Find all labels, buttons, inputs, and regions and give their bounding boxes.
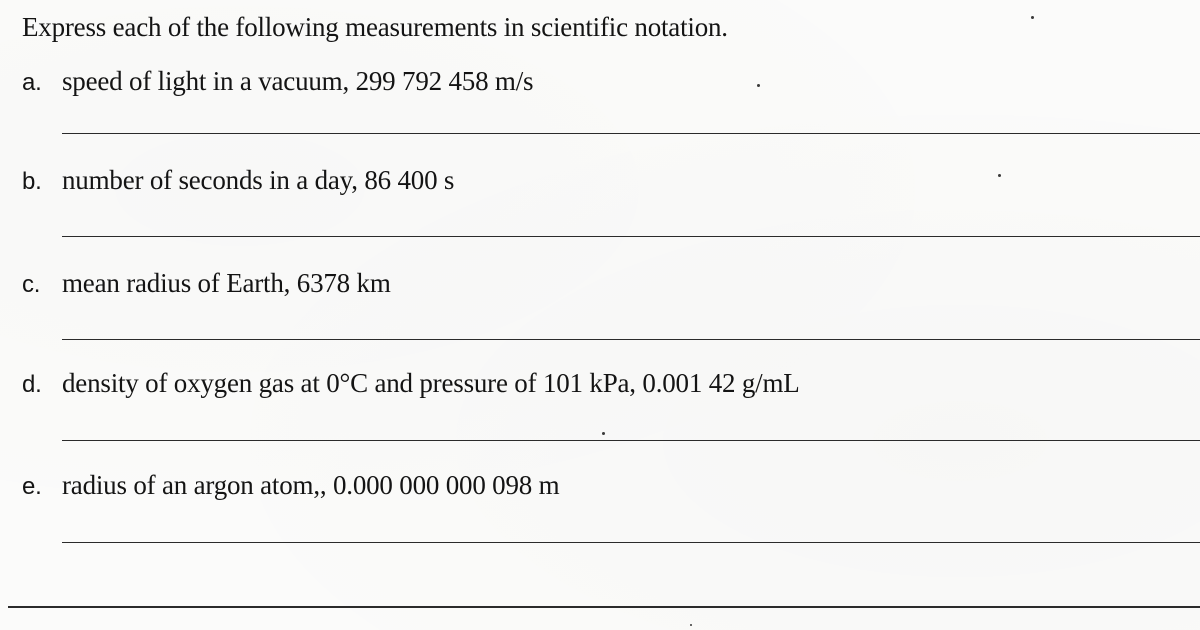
- question-text: radius of an argon atom,, 0.000 000 000 098 m: [62, 470, 560, 500]
- question-text: number of seconds in a day, 86 400 s: [62, 165, 455, 195]
- question-marker: c.: [22, 271, 41, 298]
- question-marker: d.: [22, 371, 42, 398]
- scan-speck: [602, 432, 605, 435]
- question-e: [22, 470, 559, 501]
- question-text: mean radius of Earth, 6378 km: [62, 268, 391, 298]
- scan-speck: [690, 624, 692, 626]
- answer-line-c[interactable]: [62, 339, 1200, 340]
- scan-speck: [757, 84, 760, 87]
- answer-line-d[interactable]: [62, 440, 1200, 441]
- instruction-text: Express each of the following measurements in scientific notation.: [22, 12, 728, 42]
- question-marker: a.: [22, 69, 42, 96]
- question-text: speed of light in a vacuum, 299 792 458 m/s: [62, 66, 534, 96]
- question-d: [22, 368, 800, 399]
- question-marker: e.: [22, 473, 42, 500]
- scan-speck: [1031, 16, 1034, 19]
- answer-line-e[interactable]: [62, 542, 1200, 543]
- question-a: [22, 66, 533, 97]
- question-b: [22, 165, 454, 196]
- answer-line-a[interactable]: [62, 133, 1200, 134]
- question-marker: b.: [22, 168, 42, 195]
- page-bottom-rule: [8, 606, 1200, 608]
- answer-line-b[interactable]: [62, 236, 1200, 237]
- question-c: [22, 268, 391, 299]
- scan-speck: [998, 174, 1001, 177]
- question-text: density of oxygen gas at 0°C and pressure of 101 kPa, 0.001 42 g/mL: [62, 368, 800, 398]
